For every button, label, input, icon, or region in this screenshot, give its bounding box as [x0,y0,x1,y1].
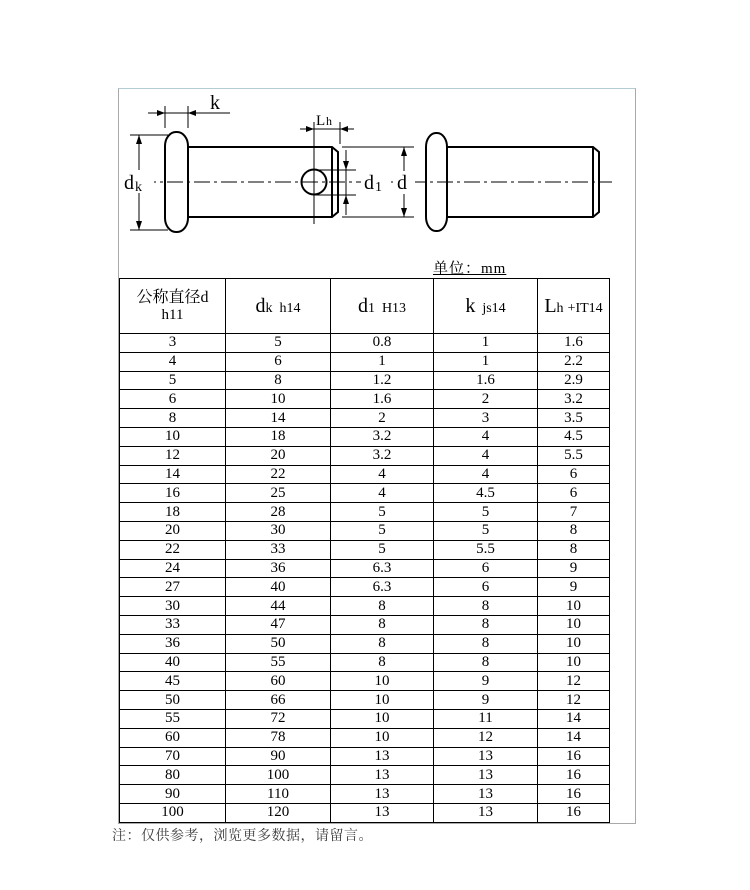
table-cell: 10 [120,427,226,446]
table-cell: 8 [331,634,434,653]
table-row [120,521,610,540]
col-header-nominal-line2: h11 [161,307,184,323]
spec-table [119,278,610,823]
table-row [120,352,610,371]
table-cell: 4 [434,446,538,465]
table-cell: 5 [434,521,538,540]
table-cell: 2.9 [538,371,610,390]
table-row [120,653,610,672]
table-cell: 27 [120,578,226,597]
table-cell: 47 [226,615,331,634]
table-cell: 5.5 [538,446,610,465]
table-cell: 13 [434,785,538,804]
table-row [120,503,610,522]
table-cell: 10 [331,709,434,728]
table-cell: 9 [434,691,538,710]
table-cell: 78 [226,728,331,747]
table-cell: 18 [120,503,226,522]
table-row [120,427,610,446]
table-cell: 10 [538,615,610,634]
table-cell: 2 [331,409,434,428]
table-row [120,559,610,578]
table-cell: 16 [538,766,610,785]
table-cell: 12 [434,728,538,747]
table-cell: 13 [434,803,538,822]
table-cell: 3 [120,334,226,353]
table-cell: 11 [434,709,538,728]
col-header-nominal-line1: 公称直径d [136,289,209,306]
table-cell: 24 [120,559,226,578]
table-cell: 50 [226,634,331,653]
table-cell: 16 [538,747,610,766]
table-cell: 6 [226,352,331,371]
table-cell: 9 [538,578,610,597]
table-cell: 100 [120,803,226,822]
table-cell: 12 [538,691,610,710]
table-row [120,672,610,691]
table-row [120,785,610,804]
dim-k [148,92,230,128]
table-row [120,334,610,353]
table-cell: 7 [538,503,610,522]
table-cell: 55 [120,709,226,728]
table-cell: 8 [434,615,538,634]
table-cell: 8 [331,615,434,634]
col-header-dk: dk h14 [226,279,331,334]
dim-label-k: k [210,92,220,114]
table-cell: 6 [538,484,610,503]
table-cell: 6 [538,465,610,484]
table-cell: 6.3 [331,578,434,597]
table-cell: 12 [538,672,610,691]
technical-drawing [118,88,635,256]
table-row [120,803,610,822]
table-row [120,484,610,503]
table-row [120,728,610,747]
table-row [120,446,610,465]
table-cell: 10 [331,728,434,747]
table-cell: 10 [538,597,610,616]
table-body [120,334,610,823]
dim-label-lh-sub: h [326,114,332,128]
unit-label: 单位：mm [433,261,507,277]
table-cell: 90 [120,785,226,804]
col-header-d1: d1 H13 [331,279,434,334]
footer-note: 注：仅供参考，浏览更多数据，请留言。 [112,829,373,844]
table-row [120,709,610,728]
table-cell: 3.2 [538,390,610,409]
table-cell: 50 [120,691,226,710]
table-cell: 5 [120,371,226,390]
dim-label-dk: d [124,172,134,194]
table-cell: 66 [226,691,331,710]
dim-label-lh: L [316,113,326,129]
table-cell: 13 [331,803,434,822]
table-cell: 8 [434,653,538,672]
table-row [120,390,610,409]
dim-label-d: d [397,172,407,194]
table-cell: 10 [331,672,434,691]
table-cell: 4 [331,484,434,503]
dim-label-d1-sub: 1 [375,180,382,195]
table-cell: 60 [120,728,226,747]
table-cell: 55 [226,653,331,672]
table-cell: 4 [120,352,226,371]
table-row [120,578,610,597]
table-cell: 6 [434,578,538,597]
table-cell: 8 [434,597,538,616]
table-cell: 3.2 [331,427,434,446]
table-cell: 4 [434,427,538,446]
table-cell: 80 [120,766,226,785]
table-cell: 8 [331,597,434,616]
table-cell: 8 [120,409,226,428]
table-row [120,371,610,390]
table-cell: 14 [120,465,226,484]
dim-label-d1: d [364,172,374,194]
table-cell: 18 [226,427,331,446]
table-cell: 8 [538,521,610,540]
table-cell: 2.2 [538,352,610,371]
table-cell: 1 [434,352,538,371]
table-cell: 30 [226,521,331,540]
table-cell: 33 [226,540,331,559]
table-cell: 36 [120,634,226,653]
table-cell: 10 [331,691,434,710]
table-cell: 5 [331,503,434,522]
dim-lh [300,113,354,144]
table-cell: 8 [331,653,434,672]
table-cell: 2 [434,390,538,409]
table-cell: 72 [226,709,331,728]
table-cell: 4 [434,465,538,484]
table-row [120,747,610,766]
table-cell: 45 [120,672,226,691]
table-cell: 6.3 [331,559,434,578]
table-cell: 16 [538,803,610,822]
table-cell: 5 [226,334,331,353]
table-cell: 13 [434,747,538,766]
table-cell: 10 [538,653,610,672]
table-cell: 16 [120,484,226,503]
table-cell: 1 [331,352,434,371]
table-cell: 3.2 [331,446,434,465]
table-cell: 8 [538,540,610,559]
pin-side-view [165,122,338,232]
table-cell: 30 [120,597,226,616]
table-row [120,766,610,785]
table-cell: 0.8 [331,334,434,353]
table-cell: 22 [226,465,331,484]
table-row [120,615,610,634]
table-cell: 1.2 [331,371,434,390]
table-cell: 8 [226,371,331,390]
table-cell: 5 [434,503,538,522]
table-cell: 90 [226,747,331,766]
table-cell: 4.5 [538,427,610,446]
table-cell: 4.5 [434,484,538,503]
table-cell: 33 [120,615,226,634]
table-row [120,465,610,484]
table-cell: 13 [331,747,434,766]
table-cell: 40 [120,653,226,672]
table-cell: 20 [226,446,331,465]
table-cell: 14 [538,709,610,728]
table-cell: 1.6 [538,334,610,353]
table-cell: 14 [538,728,610,747]
table-cell: 10 [226,390,331,409]
table-cell: 6 [120,390,226,409]
dim-label-dk-sub: k [135,180,142,195]
table-cell: 25 [226,484,331,503]
table-cell: 16 [538,785,610,804]
table-header [120,279,610,334]
table-cell: 20 [120,521,226,540]
table-cell: 60 [226,672,331,691]
col-header-k: k js14 [434,279,538,334]
table-cell: 1 [434,334,538,353]
col-header-nominal-diameter [120,279,226,334]
table-cell: 22 [120,540,226,559]
col-header-lh: Lh +IT14 [538,279,610,334]
table-cell: 13 [434,766,538,785]
table-cell: 9 [434,672,538,691]
table-cell: 40 [226,578,331,597]
table-cell: 1.6 [434,371,538,390]
table-cell: 120 [226,803,331,822]
table-row [120,409,610,428]
table-cell: 3 [434,409,538,428]
table-cell: 36 [226,559,331,578]
table-cell: 110 [226,785,331,804]
table-cell: 5.5 [434,540,538,559]
table-cell: 9 [538,559,610,578]
table-cell: 70 [120,747,226,766]
table-cell: 28 [226,503,331,522]
table-cell: 3.5 [538,409,610,428]
table-cell: 14 [226,409,331,428]
table-row [120,634,610,653]
table-row [120,691,610,710]
table-cell: 12 [120,446,226,465]
table-cell: 1.6 [331,390,434,409]
table-cell: 5 [331,521,434,540]
table-cell: 44 [226,597,331,616]
table-cell: 100 [226,766,331,785]
table-row [120,540,610,559]
table-cell: 8 [434,634,538,653]
table-cell: 13 [331,785,434,804]
table-cell: 4 [331,465,434,484]
table-cell: 6 [434,559,538,578]
table-cell: 10 [538,634,610,653]
table-row [120,597,610,616]
table-cell: 5 [331,540,434,559]
table-cell: 13 [331,766,434,785]
